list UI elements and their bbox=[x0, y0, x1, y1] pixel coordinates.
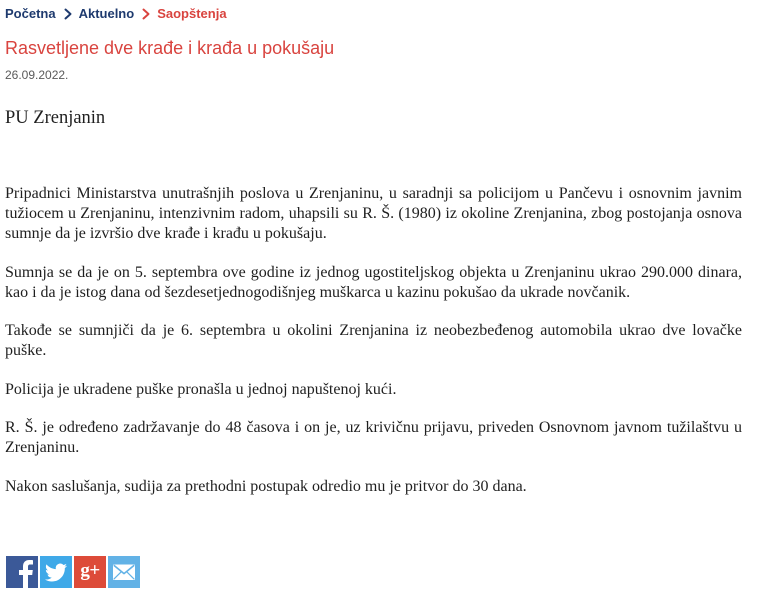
article-paragraph: R. Š. je određeno zadržavanje do 48 časova i on je, uz krivičnu prijavu, priveden Osnovnom javnom tužilaštvu u Zrenjaninu. bbox=[5, 419, 742, 456]
breadcrumb-item-aktuelno[interactable]: Aktuelno bbox=[78, 6, 135, 21]
article-paragraph: Nakon saslušanja, sudija za prethodni postupak odredio mu je pritvor do 30 dana. bbox=[5, 477, 527, 495]
google-plus-icon: g+ bbox=[80, 560, 100, 581]
chevron-right-icon bbox=[142, 8, 150, 20]
share-bar bbox=[6, 556, 140, 588]
twitter-icon bbox=[40, 556, 72, 588]
chevron-right-icon bbox=[64, 8, 72, 20]
article-body bbox=[5, 184, 742, 515]
article-author: PU Zrenjanin bbox=[5, 108, 106, 128]
article-date: 26.09.2022. bbox=[5, 68, 69, 82]
email-icon bbox=[108, 556, 140, 588]
share-google-plus-button[interactable] bbox=[74, 556, 106, 588]
article-paragraph: Sumnja se da je on 5. septembra ove godine iz jednog ugostiteljskog objekta u Zrenjaninu ukrao 290.000 dinara, kao i da je istog dana od šezdesetjednogodišnjeg muškarca u kazinu pokušao da ukrade novčanik. bbox=[5, 263, 742, 301]
facebook-icon bbox=[6, 556, 38, 588]
chevron-right-icon-graphic bbox=[142, 8, 150, 20]
article-paragraph: Takođe se sumnjiči da je 6. septembra u okolini Zrenjanina iz neobezbeđenog automobila ukrao dve lovačke puške. bbox=[5, 322, 742, 359]
breadcrumb-item-pocetna[interactable]: Početna bbox=[5, 6, 56, 21]
share-twitter-button[interactable] bbox=[40, 556, 72, 588]
article-paragraph: Policija je ukradene puške pronašla u jednoj napuštenoj kući. bbox=[5, 380, 397, 398]
article-title: Rasvetljene dve krađe i krađa u pokušaju bbox=[5, 38, 335, 58]
breadcrumb bbox=[5, 4, 227, 24]
article-paragraph: Pripadnici Ministarstva unutrašnjih poslova u Zrenjaninu, u saradnji sa policijom u Pančevu i osnovnim javnim tužiocem u Zrenjaninu, intenzivnim radom, uhapsili su R. Š. (1980) iz okoline Zrenjanina, zbog postojanja osnova sumnje da je izvršio dve krađe i krađu u pokušaju. bbox=[5, 185, 742, 242]
breadcrumb-item-saopstenja[interactable]: Saopštenja bbox=[157, 6, 227, 21]
share-email-button[interactable] bbox=[108, 556, 140, 588]
chevron-right-icon-graphic bbox=[64, 8, 72, 20]
share-facebook-button[interactable] bbox=[6, 556, 38, 588]
